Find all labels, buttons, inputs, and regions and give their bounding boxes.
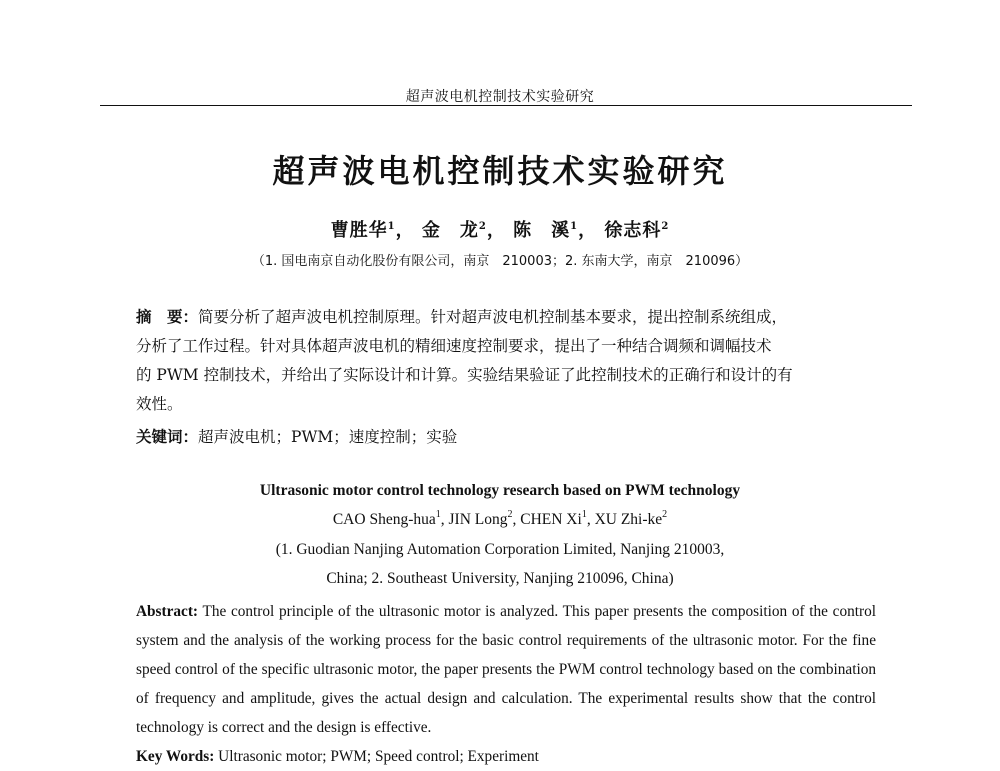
abstract-line [136, 303, 876, 332]
english-abstract [136, 597, 876, 742]
keywords-label: 关键词： [136, 428, 199, 446]
keywords-label: Key Words: [136, 748, 215, 765]
author-affil-mark: 2 [507, 509, 513, 520]
keywords-text: 超声波电机；PWM；速度控制；实验 [198, 428, 458, 446]
english-affiliation-line2: China; 2. Southeast University, Nanjing 210096, China) [326, 570, 674, 587]
author-name: 金 龙 [421, 220, 479, 241]
author-affil-mark: 2 [662, 509, 668, 520]
author-separator: , [512, 511, 521, 528]
abstract-text: The control principle of the ultrasonic motor is analyzed. This paper presents the composition of the control system and the analysis of the working process for the basic control requirements of the ultrasonic motor. For the fine speed control of the specific ultrasonic motor, the paper presents the PWM control technology based on the combination of frequency and amplitude, gives the actual design and calculation. The experimental results show that the control technology is correct and the design is effective. [136, 603, 876, 736]
english-title: Ultrasonic motor control technology research based on PWM technology [259, 482, 741, 499]
keywords-text: Ultrasonic motor; PWM; Speed control; Experiment [218, 748, 539, 765]
author-name: CAO Sheng-hua [332, 511, 436, 528]
author-separator: , [586, 511, 595, 528]
author-affil-mark: 1 [435, 509, 441, 520]
english-keywords [136, 742, 876, 771]
author-affil-mark: 1 [387, 221, 396, 232]
author-separator: ， [578, 220, 598, 241]
abstract-label: Abstract: [136, 603, 199, 620]
author-name: CHEN Xi [520, 511, 582, 528]
chinese-title: 超声波电机控制技术实验研究 [272, 152, 728, 190]
running-head: 超声波电机控制技术实验研究 [405, 89, 595, 105]
english-affiliation-line1: (1. Guodian Nanjing Automation Corporation Limited, Nanjing 210003, [275, 541, 725, 558]
chinese-abstract [136, 303, 876, 419]
abstract-line: 的 PWM 控制技术，并给出了实际设计和计算。实验结果验证了此控制技术的正确行和设计的有 [136, 366, 793, 384]
header-rule [100, 105, 912, 106]
abstract-line: 分析了工作过程。针对具体超声波电机的精细速度控制要求，提出了一种结合调频和调幅技术 [136, 337, 772, 355]
author-separator: , [440, 511, 449, 528]
author-separator: ， [486, 220, 506, 241]
author-affil-mark: 1 [581, 509, 587, 520]
author-affil-mark: 1 [570, 221, 579, 232]
author-affil-mark: 2 [478, 221, 487, 232]
chinese-affiliation: （1. 国电南京自动化股份有限公司，南京 210003；2. 东南大学，南京 210096） [251, 254, 749, 269]
author-affil-mark: 2 [661, 221, 670, 232]
author-name: 陈 溪 [513, 220, 571, 241]
chinese-keywords [136, 423, 876, 452]
author-name: XU Zhi-ke [594, 511, 663, 528]
author-name: 徐志科 [604, 220, 662, 241]
author-name: JIN Long [448, 511, 508, 528]
abstract-line: 效性。 [136, 395, 183, 413]
abstract-label: 摘 要： [136, 308, 199, 326]
abstract-text: 简要分析了超声波电机控制原理。针对超声波电机控制基本要求，提出控制系统组成， [198, 308, 788, 326]
chinese-authors [0, 216, 1000, 242]
author-name: 曹胜华 [330, 220, 388, 241]
author-separator: ， [395, 220, 415, 241]
english-authors [0, 511, 1000, 529]
